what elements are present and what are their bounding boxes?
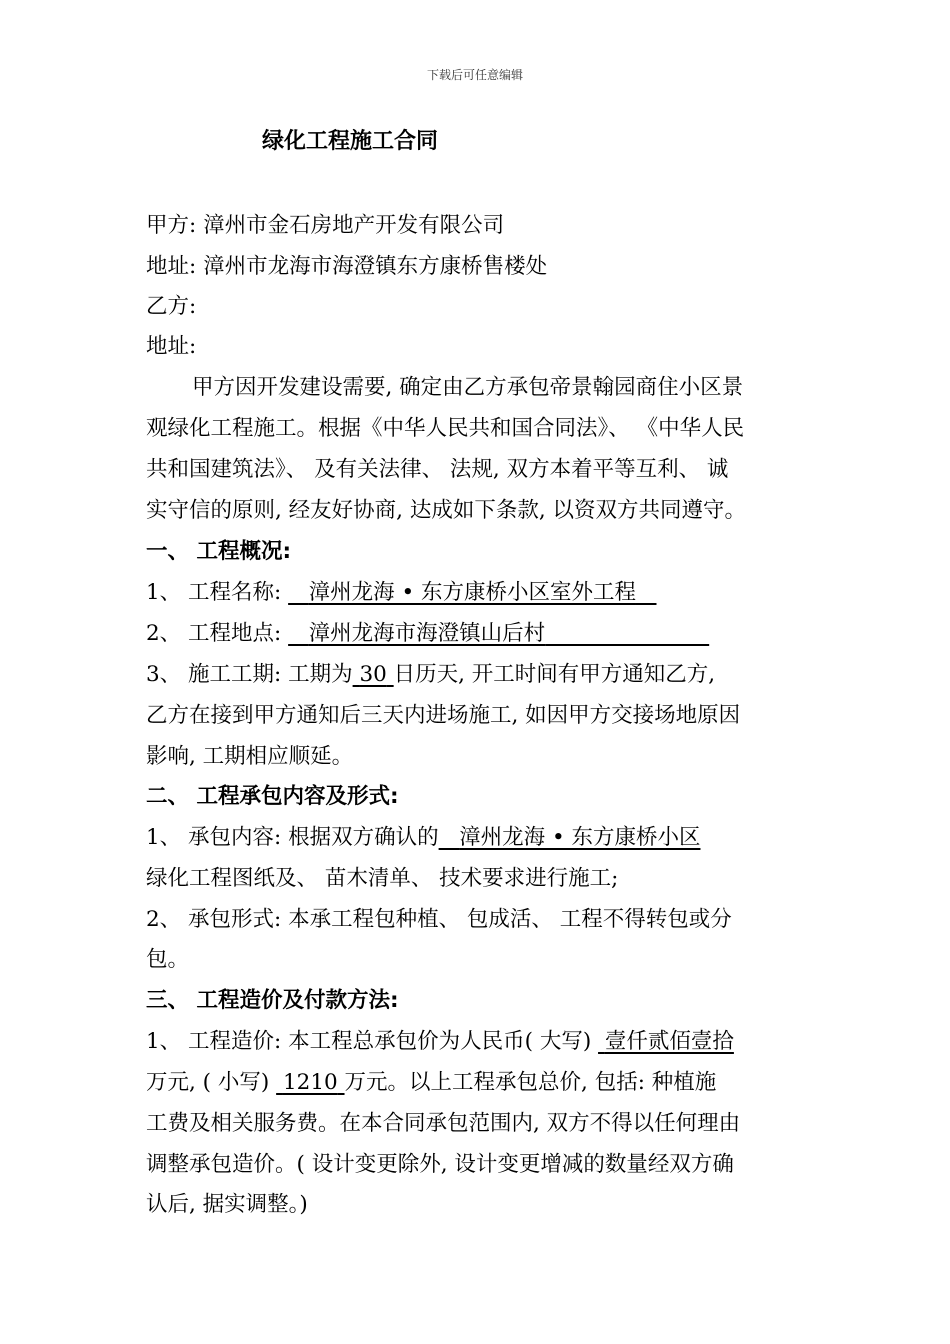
document-title: 绿化工程施工合同: [262, 129, 439, 154]
price-lower-value: 1210: [282, 1070, 338, 1095]
intro-line: 观绿化工程施工。根据《中华人民共和国合同法》、 《中华人民: [146, 416, 745, 441]
party-a-line: 甲方: 漳州市金石房地产开发有限公司: [146, 213, 505, 238]
address-b-line: 地址:: [146, 334, 197, 359]
price-lower-text: 万元。以上工程承包总价, 包括: 种植施: [344, 1070, 717, 1095]
contract-content-line-2: 绿化工程图纸及、 苗木清单、 技术要求进行施工;: [146, 866, 619, 891]
contract-price-line-5: 认后, 据实调整。): [146, 1192, 308, 1217]
project-name-line: [146, 578, 657, 608]
contract-price-line-4: 调整承包造价。( 设计变更除外, 设计变更增减的数量经双方确: [146, 1152, 734, 1177]
construction-period-line-2: 乙方在接到甲方通知后三天内进场施工, 如因甲方交接场地原因: [146, 703, 741, 728]
contract-price-line-2: [146, 1068, 716, 1098]
price-upper-value: 壹仟贰佰壹拾: [604, 1029, 734, 1054]
address-a-line: 地址: 漳州市龙海市海澄镇东方康桥售楼处: [146, 254, 548, 279]
party-b-line: 乙方:: [146, 294, 197, 319]
construction-period-line-3: 影响, 工期相应顺延。: [146, 744, 354, 769]
page-header-note: 下载后可任意编辑: [426, 68, 523, 82]
project-location-value: 漳州龙海市海澄镇山后村: [308, 621, 546, 646]
intro-line: 实守信的原则, 经友好协商, 达成如下条款, 以资双方共同遵守。: [146, 498, 747, 523]
contract-content-line: [146, 823, 700, 853]
construction-period-label: 3、 施工工期: 工期为: [146, 662, 353, 687]
contract-form-line: 2、 承包形式: 本承工程包种植、 包成活、 工程不得转包或分: [146, 907, 732, 932]
section-heading-1: 一、 工程概况:: [146, 539, 292, 564]
price-lower-label: 万元, ( 小写): [146, 1070, 270, 1095]
contract-form-line-2: 包。: [146, 947, 190, 972]
contract-price-line: [146, 1027, 734, 1057]
construction-period-line: [146, 660, 715, 690]
project-name-value: 漳州龙海 • 东方康桥小区室外工程: [308, 580, 636, 605]
section-heading-2: 二、 工程承包内容及形式:: [146, 784, 399, 809]
contract-price-line-3: 工费及相关服务费。在本合同承包范围内, 双方不得以任何理由: [146, 1111, 741, 1136]
contract-price-label: 1、 工程造价: 本工程总承包价为人民币( 大写): [146, 1029, 592, 1054]
contract-content-label: 1、 承包内容: 根据双方确认的: [146, 825, 439, 850]
construction-period-text: 日历天, 开工时间有甲方通知乙方,: [393, 662, 716, 687]
construction-days-value: 30: [359, 662, 387, 687]
project-name-label: 1、 工程名称:: [146, 580, 282, 605]
project-location-label: 2、 工程地点:: [146, 621, 282, 646]
project-location-line: [146, 619, 709, 649]
contract-content-value: 漳州龙海 • 东方康桥小区: [459, 825, 701, 850]
intro-line: 共和国建筑法》、 及有关法律、 法规, 双方本着平等互利、 诚: [146, 457, 729, 482]
intro-line: 甲方因开发建设需要, 确定由乙方承包帝景翰园商住小区景: [192, 375, 744, 400]
section-heading-3: 三、 工程造价及付款方法:: [146, 988, 399, 1013]
